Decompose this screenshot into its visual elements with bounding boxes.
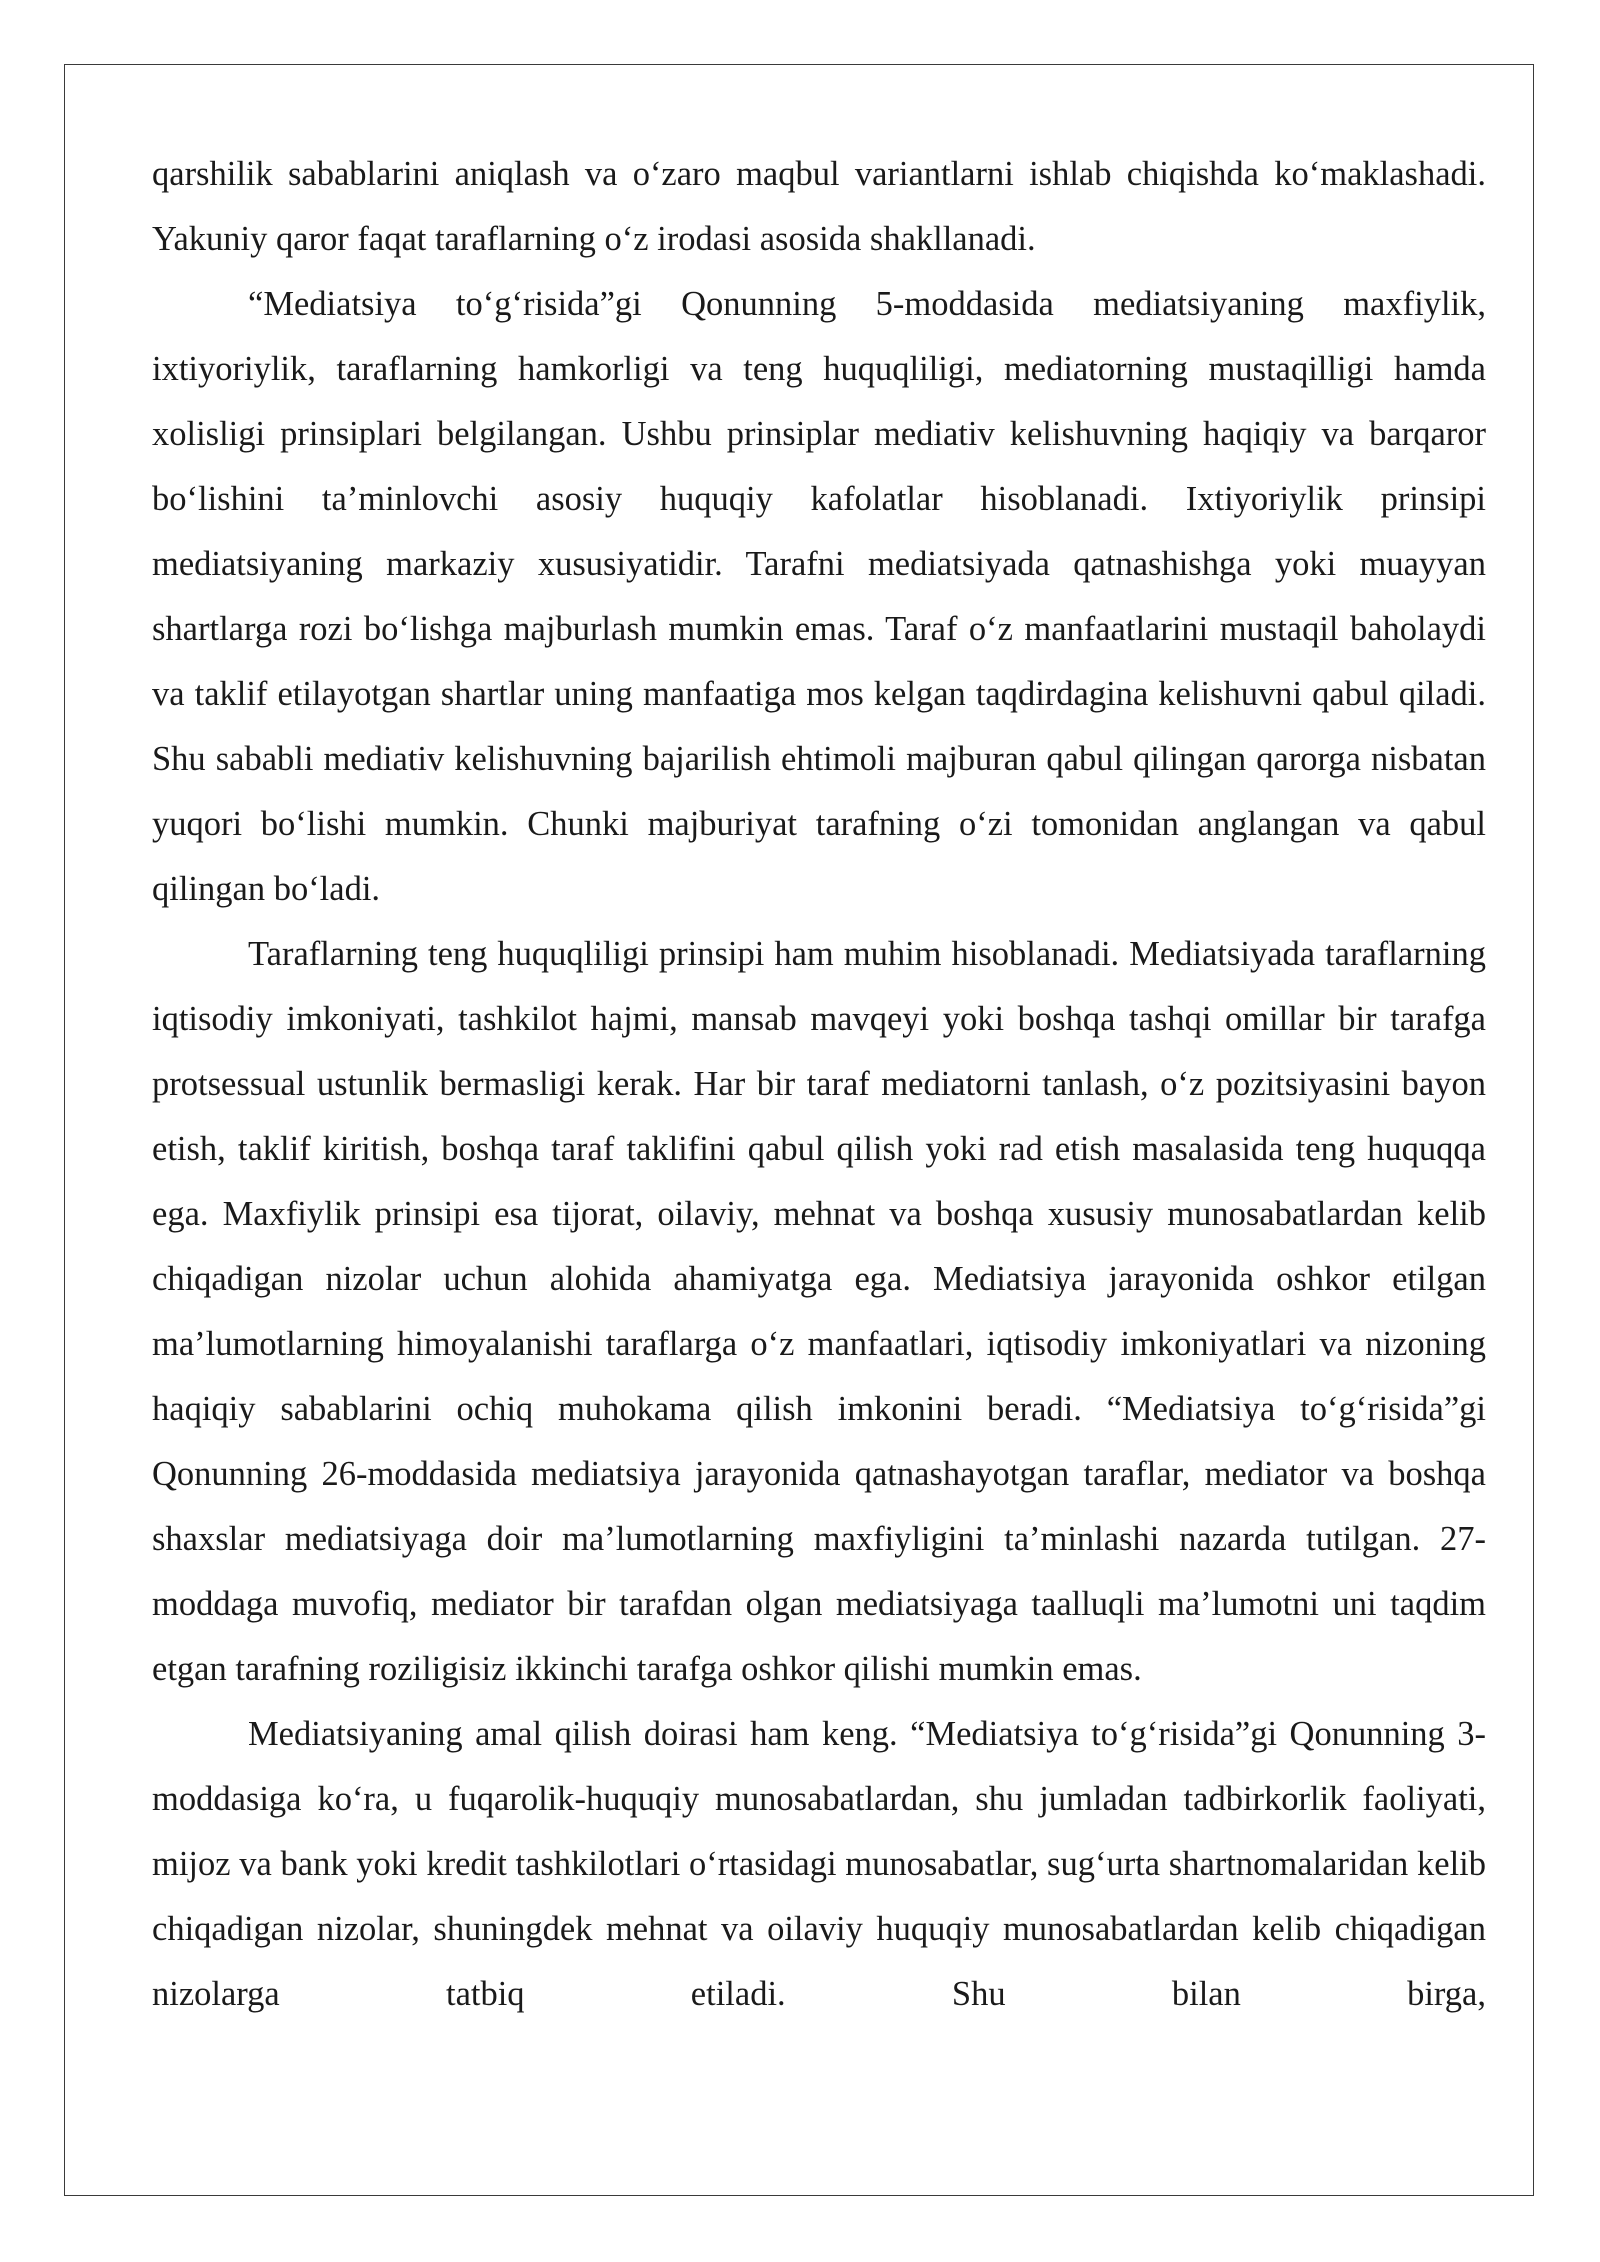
paragraph-2: “Mediatsiya to‘g‘risida”gi Qonunning 5-moddasida mediatsiyaning maxfiylik, ixtiyoriylik, taraflarning hamkorligi va teng huquqliligi, mediatorning mustaqilligi hamda xolisligi prinsiplari belgilangan. Ushbu prinsiplar mediativ kelishuvning haqiqiy va barqaror bo‘lishini ta’minlovchi asosiy huquqiy kafolatlar hisoblanadi. Ixtiyoriylik prinsipi mediatsiyaning markaziy xususiyatidir. Tarafni mediatsiyada qatnashishga yoki muayyan shartlarga rozi bo‘lishga majburlash mumkin emas. Taraf o‘z manfaatlarini mustaqil baholaydi va taklif etilayotgan shartlar uning manfaatiga mos kelgan taqdirdagina kelishuvni qabul qiladi. Shu sababli mediativ kelishuvning bajarilish ehtimoli majburan qabul qilingan qarorga nisbatan yuqori bo‘lishi mumkin. Chunki majburiyat tarafning o‘zi tomonidan anglangan va qabul qilingan bo‘ladi.: [152, 285, 1486, 908]
paragraph-1: qarshilik sabablarini aniqlash va o‘zaro maqbul variantlarni ishlab chiqishda ko‘maklashadi. Yakuniy qaror faqat taraflarning o‘z irodasi asosida shakllanadi.: [152, 155, 1486, 258]
paragraph-4: Mediatsiyaning amal qilish doirasi ham keng. “Mediatsiya to‘g‘risida”gi Qonunning 3-moddasiga ko‘ra, u fuqarolik-huquqiy munosabatlardan, shu jumladan tadbirkorlik faoliyati, mijoz va bank yoki kredit tashkilotlari o‘rtasidagi munosabatlar, sug‘urta shartnomalaridan kelib chiqadigan nizolar, shuningdek mehnat va oilaviy huquqiy munosabatlardan kelib chiqadigan nizolarga tatbiq etiladi. Shu bilan birga,: [152, 1715, 1486, 2013]
document-body: [152, 142, 1486, 2027]
paragraph-3: Taraflarning teng huquqliligi prinsipi ham muhim hisoblanadi. Mediatsiyada taraflarning iqtisodiy imkoniyati, tashkilot hajmi, mansab mavqeyi yoki boshqa tashqi omillar bir tarafga protsessual ustunlik bermasligi kerak. Har bir taraf mediatorni tanlash, o‘z pozitsiyasini bayon etish, taklif kiritish, boshqa taraf taklifini qabul qilish yoki rad etish masalasida teng huquqqa ega. Maxfiylik prinsipi esa tijorat, oilaviy, mehnat va boshqa xususiy munosabatlardan kelib chiqadigan nizolar uchun alohida ahamiyatga ega. Mediatsiya jarayonida oshkor etilgan ma’lumotlarning himoyalanishi taraflarga o‘z manfaatlari, iqtisodiy imkoniyatlari va nizoning haqiqiy sabablarini ochiq muhokama qilish imkonini beradi. “Mediatsiya to‘g‘risida”gi Qonunning 26-moddasida mediatsiya jarayonida qatnashayotgan taraflar, mediator va boshqa shaxslar mediatsiyaga doir ma’lumotlarning maxfiyligini ta’minlashi nazarda tutilgan. 27-moddaga muvofiq, mediator bir tarafdan olgan mediatsiyaga taalluqli ma’lumotni uni taqdim etgan tarafning roziligisiz ikkinchi tarafga oshkor qilishi mumkin emas.: [152, 935, 1486, 1688]
